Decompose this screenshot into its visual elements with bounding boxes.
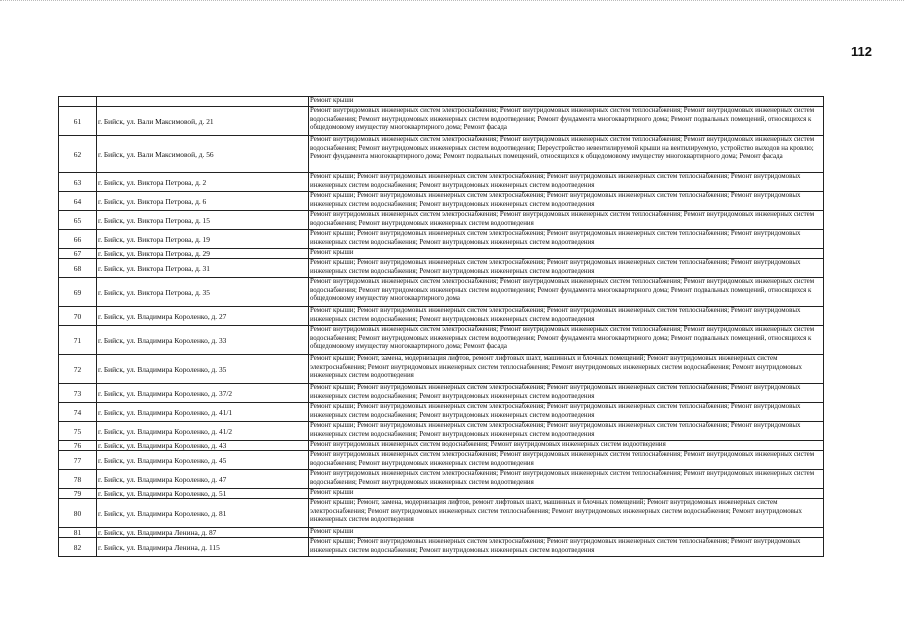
row-number: 68 (59, 259, 97, 278)
repair-table (58, 96, 824, 557)
works-cell: Ремонт внутридомовых инженерных систем электроснабжения; Ремонт внутридомовых инженерных систем теплоснабжения; Ремонт внутридомовых инженерных систем водоснабжения; Ремонт внутридомовых инженерных систем водоотведения; Ремонт фундамента многоквартирного дома; Ремонт подвальных помещений, относящихся к общедомовому имуществу многоквартирного дома; Ремонт фасада (309, 326, 824, 355)
scan-edge (0, 0, 904, 4)
works-cell: Ремонт крыши; Ремонт внутридомовых инженерных систем электроснабжения; Ремонт внутридомовых инженерных систем теплоснабжения; Ремонт внутридомовых инженерных систем водоснабжения; Ремонт внутридомовых инженерных систем водоотведения (309, 307, 824, 326)
table-row (59, 97, 824, 107)
address-cell: г. Бийск, ул. Владимира Короленко, д. 81 (97, 499, 309, 528)
row-number: 66 (59, 230, 97, 249)
address-cell: г. Бийск, ул. Виктора Петрова, д. 29 (97, 249, 309, 259)
row-number: 70 (59, 307, 97, 326)
table-body (59, 97, 824, 557)
address-cell: г. Бийск, ул. Владимира Ленина, д. 115 (97, 538, 309, 557)
row-number: 74 (59, 403, 97, 422)
works-cell: Ремонт крыши; Ремонт внутридомовых инженерных систем электроснабжения; Ремонт внутридомовых инженерных систем теплоснабжения; Ремонт внутридомовых инженерных систем водоснабжения; Ремонт внутридомовых инженерных систем водоотведения (309, 230, 824, 249)
row-number: 69 (59, 278, 97, 307)
table-row (59, 403, 824, 422)
row-number: 62 (59, 136, 97, 173)
table-row (59, 470, 824, 489)
table-row (59, 326, 824, 355)
row-number: 72 (59, 355, 97, 384)
works-cell: Ремонт крыши; Ремонт внутридомовых инженерных систем электроснабжения; Ремонт внутридомовых инженерных систем теплоснабжения; Ремонт внутридомовых инженерных систем водоснабжения; Ремонт внутридомовых инженерных систем водоотведения (309, 403, 824, 422)
table-row (59, 136, 824, 173)
row-number (59, 97, 97, 107)
row-number: 76 (59, 441, 97, 451)
table-row (59, 173, 824, 192)
works-cell: Ремонт крыши (309, 249, 824, 259)
table-row (59, 384, 824, 403)
row-number: 67 (59, 249, 97, 259)
address-cell: г. Бийск, ул. Вали Максимовой, д. 56 (97, 136, 309, 173)
row-number: 75 (59, 422, 97, 441)
address-cell: г. Бийск, ул. Владимира Короленко, д. 47 (97, 470, 309, 489)
table-row (59, 451, 824, 470)
works-cell: Ремонт крыши; Ремонт, замена, модернизация лифтов, ремонт лифтовых шахт, машинных и блочных помещений; Ремонт внутридомовых инженерных систем электроснабжения; Ремонт внутридомовых инженерных систем теплоснабжения; Ремонт внутридомовых инженерных систем водоснабжения; Ремонт внутридомовых инженерных систем водоотведения (309, 499, 824, 528)
address-cell: г. Бийск, ул. Владимира Короленко, д. 27 (97, 307, 309, 326)
works-cell: Ремонт внутридомовых инженерных систем электроснабжения; Ремонт внутридомовых инженерных систем теплоснабжения; Ремонт внутридомовых инженерных систем водоснабжения; Ремонт внутридомовых инженерных систем водоотведения (309, 451, 824, 470)
address-cell: г. Бийск, ул. Владимира Короленко, д. 35 (97, 355, 309, 384)
works-cell: Ремонт крыши (309, 489, 824, 499)
row-number: 81 (59, 528, 97, 538)
address-cell: г. Бийск, ул. Владимира Короленко, д. 37/2 (97, 384, 309, 403)
works-cell: Ремонт крыши; Ремонт внутридомовых инженерных систем электроснабжения; Ремонт внутридомовых инженерных систем теплоснабжения; Ремонт внутридомовых инженерных систем водоснабжения; Ремонт внутридомовых инженерных систем водоотведения (309, 259, 824, 278)
address-cell: г. Бийск, ул. Владимира Ленина, д. 87 (97, 528, 309, 538)
page-number: 112 (851, 44, 872, 59)
table-row (59, 211, 824, 230)
works-cell: Ремонт внутридомовых инженерных систем электроснабжения; Ремонт внутридомовых инженерных систем теплоснабжения; Ремонт внутридомовых инженерных систем водоснабжения; Ремонт внутридомовых инженерных систем водоотведения (309, 211, 824, 230)
address-cell: г. Бийск, ул. Владимира Короленко, д. 43 (97, 441, 309, 451)
table-row (59, 107, 824, 136)
address-cell: г. Бийск, ул. Вали Максимовой, д. 21 (97, 107, 309, 136)
table-row (59, 489, 824, 499)
row-number: 78 (59, 470, 97, 489)
table-row (59, 528, 824, 538)
works-cell: Ремонт внутридомовых инженерных систем водоснабжения; Ремонт внутридомовых инженерных систем водоотведения (309, 441, 824, 451)
works-cell: Ремонт внутридомовых инженерных систем электроснабжения; Ремонт внутридомовых инженерных систем теплоснабжения; Ремонт внутридомовых инженерных систем водоснабжения; Ремонт внутридомовых инженерных систем водоотведения (309, 470, 824, 489)
works-cell: Ремонт крыши; Ремонт внутридомовых инженерных систем электроснабжения; Ремонт внутридомовых инженерных систем теплоснабжения; Ремонт внутридомовых инженерных систем водоснабжения; Ремонт внутридомовых инженерных систем водоотведения (309, 192, 824, 211)
table-row (59, 192, 824, 211)
row-number: 79 (59, 489, 97, 499)
address-cell: г. Бийск, ул. Владимира Короленко, д. 41/1 (97, 403, 309, 422)
address-cell: г. Бийск, ул. Виктора Петрова, д. 19 (97, 230, 309, 249)
row-number: 63 (59, 173, 97, 192)
address-cell: г. Бийск, ул. Виктора Петрова, д. 31 (97, 259, 309, 278)
address-cell: г. Бийск, ул. Владимира Короленко, д. 45 (97, 451, 309, 470)
table-row (59, 499, 824, 528)
table-row (59, 249, 824, 259)
works-cell: Ремонт крыши; Ремонт внутридомовых инженерных систем электроснабжения; Ремонт внутридомовых инженерных систем теплоснабжения; Ремонт внутридомовых инженерных систем водоснабжения; Ремонт внутридомовых инженерных систем водоотведения (309, 384, 824, 403)
table-row (59, 538, 824, 557)
address-cell: г. Бийск, ул. Виктора Петрова, д. 6 (97, 192, 309, 211)
address-cell: г. Бийск, ул. Виктора Петрова, д. 2 (97, 173, 309, 192)
table-row (59, 278, 824, 307)
row-number: 64 (59, 192, 97, 211)
table-row (59, 307, 824, 326)
address-cell: г. Бийск, ул. Владимира Короленко, д. 41/2 (97, 422, 309, 441)
table-row (59, 441, 824, 451)
table-row (59, 422, 824, 441)
row-number: 77 (59, 451, 97, 470)
row-number: 80 (59, 499, 97, 528)
address-cell (97, 97, 309, 107)
row-number: 82 (59, 538, 97, 557)
works-cell: Ремонт внутридомовых инженерных систем электроснабжения; Ремонт внутридомовых инженерных систем теплоснабжения; Ремонт внутридомовых инженерных систем водоснабжения; Ремонт внутридомовых инженерных систем водоотведения; Ремонт фундамента многоквартирного дома; Ремонт подвальных помещений, относящихся к общедомовому имуществу многоквартирного дома; Ремонт фасада (309, 107, 824, 136)
address-cell: г. Бийск, ул. Владимира Короленко, д. 33 (97, 326, 309, 355)
row-number: 61 (59, 107, 97, 136)
row-number: 71 (59, 326, 97, 355)
works-cell: Ремонт крыши; Ремонт внутридомовых инженерных систем электроснабжения; Ремонт внутридомовых инженерных систем теплоснабжения; Ремонт внутридомовых инженерных систем водоснабжения; Ремонт внутридомовых инженерных систем водоотведения (309, 173, 824, 192)
table-row (59, 230, 824, 249)
row-number: 65 (59, 211, 97, 230)
works-cell: Ремонт внутридомовых инженерных систем электроснабжения; Ремонт внутридомовых инженерных систем теплоснабжения; Ремонт внутридомовых инженерных систем водоснабжения; Ремонт внутридомовых инженерных систем водоотведения; Ремонт фундамента многоквартирного дома; Ремонт подвальных помещений, относящихся к общедомовому имуществу многоквартирного дома (309, 278, 824, 307)
row-number: 73 (59, 384, 97, 403)
works-cell: Ремонт крыши; Ремонт внутридомовых инженерных систем электроснабжения; Ремонт внутридомовых инженерных систем теплоснабжения; Ремонт внутридомовых инженерных систем водоснабжения; Ремонт внутридомовых инженерных систем водоотведения (309, 538, 824, 557)
works-cell: Ремонт крыши; Ремонт, замена, модернизация лифтов, ремонт лифтовых шахт, машинных и блочных помещений; Ремонт внутридомовых инженерных систем электроснабжения; Ремонт внутридомовых инженерных систем теплоснабжения; Ремонт внутридомовых инженерных систем водоснабжения; Ремонт внутридомовых инженерных систем водоотведения (309, 355, 824, 384)
works-cell: Ремонт крыши; Ремонт внутридомовых инженерных систем электроснабжения; Ремонт внутридомовых инженерных систем теплоснабжения; Ремонт внутридомовых инженерных систем водоснабжения; Ремонт внутридомовых инженерных систем водоотведения (309, 422, 824, 441)
works-cell: Ремонт крыши (309, 528, 824, 538)
works-cell: Ремонт крыши (309, 97, 824, 107)
table-row (59, 259, 824, 278)
table-row (59, 355, 824, 384)
address-cell: г. Бийск, ул. Виктора Петрова, д. 15 (97, 211, 309, 230)
address-cell: г. Бийск, ул. Владимира Короленко, д. 51 (97, 489, 309, 499)
address-cell: г. Бийск, ул. Виктора Петрова, д. 35 (97, 278, 309, 307)
works-cell: Ремонт внутридомовых инженерных систем электроснабжения; Ремонт внутридомовых инженерных систем теплоснабжения; Ремонт внутридомовых инженерных систем водоснабжения; Ремонт внутридомовых инженерных систем водоотведения; Переустройство невентилируемой крыши на вентилируемую, устройство выходов на кровлю; Ремонт фундамента многоквартирного дома; Ремонт подвальных помещений, относящихся к общедомовому имуществу многоквартирного дома; Ремонт фасада (309, 136, 824, 173)
